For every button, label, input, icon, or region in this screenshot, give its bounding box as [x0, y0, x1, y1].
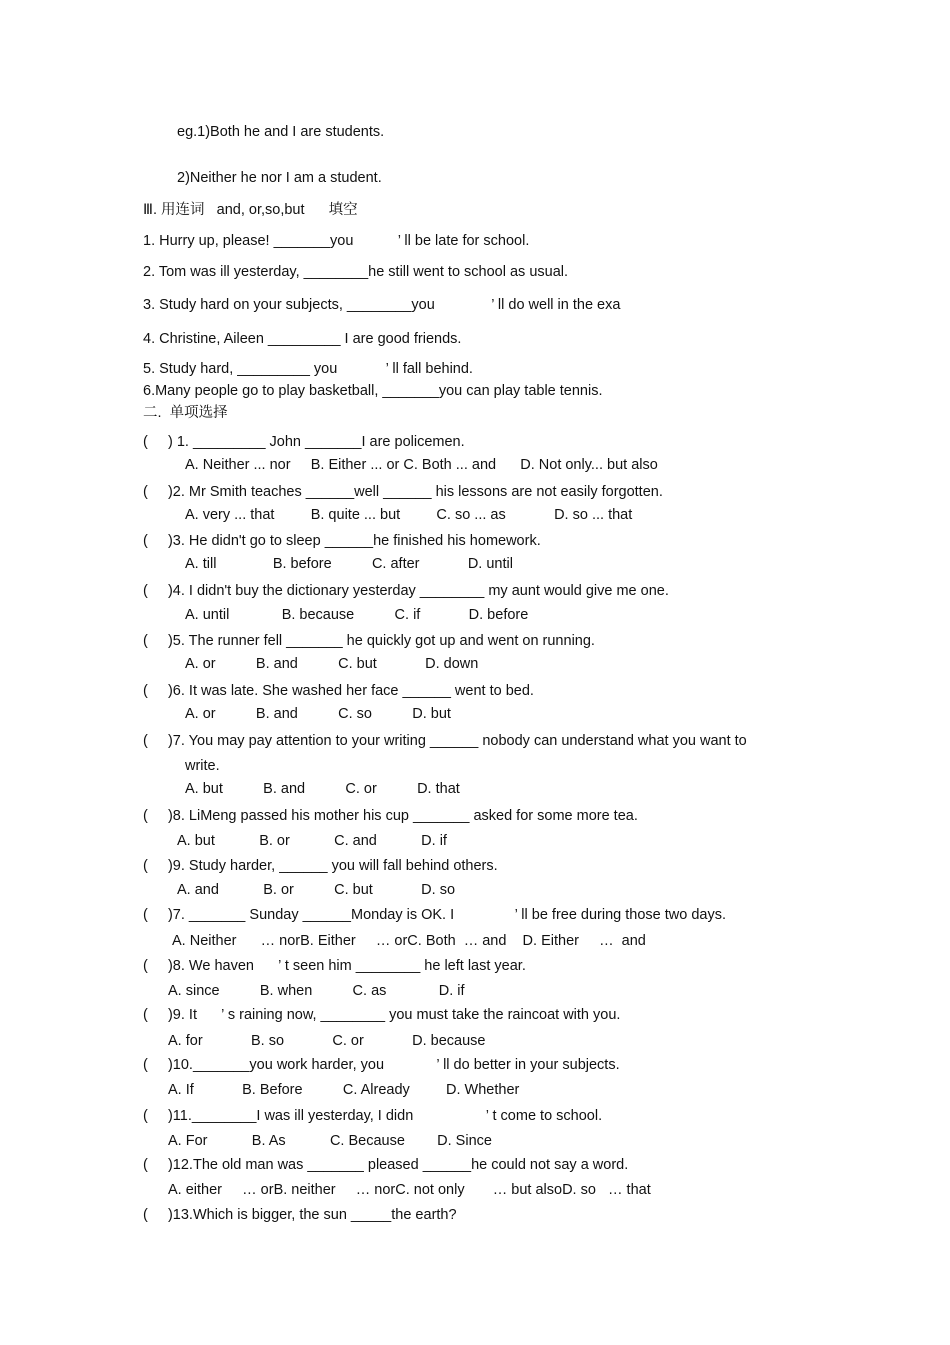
q7-options: A. but B. and C. or D. that — [185, 781, 460, 797]
q2-options: A. very ... that B. quite ... but C. so ... as D. so ... that — [185, 507, 633, 523]
q11-options: A. For B. As C. Because D. Since — [168, 1133, 492, 1149]
q12-options: A. either … orB. neither … norC. not only … but alsoD. so … that — [168, 1182, 651, 1198]
section-3-heading: Ⅲ. 用连词 and, or,so,but 填空 — [143, 202, 358, 218]
s3-item-3: 3. Study hard on your subjects, ________you ’ ll do well in the exa — [143, 297, 621, 313]
q12-stem: ( )12.The old man was _______ pleased ______he could not say a word. — [143, 1157, 629, 1173]
s3-item-5: 5. Study hard, _________ you ’ ll fall behind. — [143, 361, 473, 377]
q4-options: A. until B. because C. if D. before — [185, 607, 529, 623]
q7-stem: ( )7. You may pay attention to your writing ______ nobody can understand what you want to — [143, 733, 747, 749]
q9-options: A. and B. or C. but D. so — [177, 882, 456, 898]
q9-stem: ( )9. Study harder, ______ you will fall behind others. — [143, 858, 498, 874]
q8b-options: A. since B. when C. as D. if — [168, 983, 465, 999]
s3-item-4: 4. Christine, Aileen _________ I are good friends. — [143, 331, 462, 347]
q13-stem: ( )13.Which is bigger, the sun _____the earth? — [143, 1207, 457, 1223]
q8b-stem: ( )8. We haven ’ t seen him ________ he left last year. — [143, 958, 526, 974]
section-2-heading: 二. 单项选择 — [143, 405, 228, 421]
q5-stem: ( )5. The runner fell _______ he quickly got up and went on running. — [143, 633, 595, 649]
q10-stem: ( )10._______you work harder, you ’ ll do better in your subjects. — [143, 1057, 620, 1073]
q6-stem: ( )6. It was late. She washed her face ______ went to bed. — [143, 683, 534, 699]
q6-options: A. or B. and C. so D. but — [185, 706, 451, 722]
q7b-options: A. Neither … norB. Either … orC. Both … and D. Either … and — [172, 933, 646, 949]
q4-stem: ( )4. I didn't buy the dictionary yesterday ________ my aunt would give me one. — [143, 583, 669, 599]
q2-stem: ( )2. Mr Smith teaches ______well ______ his lessons are not easily forgotten. — [143, 484, 663, 500]
q8-options: A. but B. or C. and D. if — [177, 833, 447, 849]
q9b-stem: ( )9. It ’ s raining now, ________ you must take the raincoat with you. — [143, 1007, 621, 1023]
s3-item-6: 6.Many people go to play basketball, _______you can play table tennis. — [143, 383, 603, 399]
q5-options: A. or B. and C. but D. down — [185, 656, 479, 672]
q9b-options: A. for B. so C. or D. because — [168, 1033, 486, 1049]
q7-stem-cont: write. — [185, 758, 220, 774]
q1-stem: ( ) 1. _________ John _______I are policemen. — [143, 434, 465, 450]
q3-stem: ( )3. He didn't go to sleep ______he finished his homework. — [143, 533, 541, 549]
example-1: eg.1)Both he and I are students. — [177, 124, 385, 140]
s3-item-1: 1. Hurry up, please! _______you ’ ll be late for school. — [143, 233, 530, 249]
q8-stem: ( )8. LiMeng passed his mother his cup _______ asked for some more tea. — [143, 808, 638, 824]
q3-options: A. till B. before C. after D. until — [185, 556, 513, 572]
q7b-stem: ( )7. _______ Sunday ______Monday is OK. I ’ ll be free during those two days. — [143, 907, 727, 923]
q10-options: A. If B. Before C. Already D. Whether — [168, 1082, 520, 1098]
s3-item-2: 2. Tom was ill yesterday, ________he still went to school as usual. — [143, 264, 569, 280]
q11-stem: ( )11.________I was ill yesterday, I didn ’ t come to school. — [143, 1108, 603, 1124]
q1-options: A. Neither ... nor B. Either ... or C. Both ... and D. Not only... but also — [185, 457, 658, 473]
example-2: 2)Neither he nor I am a student. — [177, 170, 382, 186]
